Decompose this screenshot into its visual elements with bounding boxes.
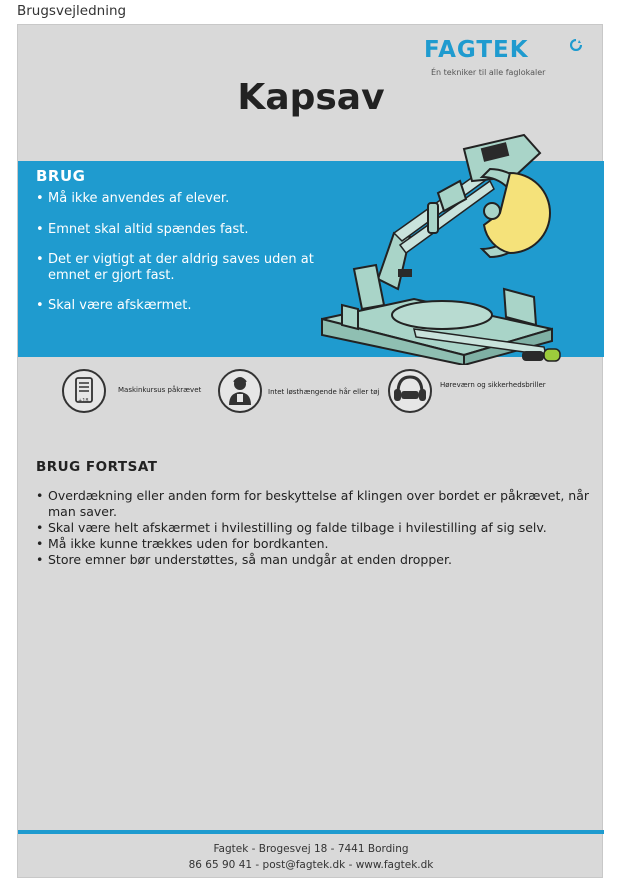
fagtek-logo — [424, 37, 584, 81]
list-item: • Skal være afskærmet. — [34, 298, 324, 314]
hair-clothing-icon — [218, 369, 262, 413]
brug-fortsat-list — [35, 488, 595, 568]
list-item: • Må ikke anvendes af elever. — [34, 191, 324, 207]
list-item: • Skal være helt afskærmet i hvilestilling og falde tilbage i hvilestilling af sig selv. — [35, 520, 595, 536]
list-item: • Det er vigtigt at der aldrig saves uden at emnet er gjort fast. — [34, 252, 324, 284]
age-badge: +18 — [78, 398, 89, 404]
miter-saw-illustration — [314, 129, 576, 365]
footer-address: Fagtek - Brogesvej 18 - 7441 Bording — [213, 843, 409, 855]
logo-brand: FAGTEK — [424, 37, 529, 63]
footer-divider — [18, 830, 604, 834]
icon-label: Høreværn og sikkerhedsbriller — [440, 381, 546, 389]
brug-fortsat-title: BRUG FORTSAT — [36, 459, 158, 475]
list-item: • Overdækning eller anden form for beskyttelse af klingen over bordet er påkrævet, når man saver. — [35, 488, 595, 520]
page-title: Kapsav — [237, 77, 385, 118]
safety-icons — [18, 369, 604, 421]
icon-label: Intet løsthængende hår eller tøj — [268, 388, 380, 396]
window-title: Brugsvejledning — [17, 3, 127, 19]
ear-eye-protection-icon — [388, 369, 432, 413]
list-item: • Må ikke kunne trækkes uden for bordkanten. — [35, 536, 595, 552]
logo-swirl-icon — [570, 39, 582, 51]
list-item: • Store emner bør understøttes, så man undgår at enden dropper. — [35, 552, 595, 568]
footer-contact: 86 65 90 41 - post@fagtek.dk - www.fagtek.dk — [188, 859, 434, 871]
brug-list — [34, 191, 324, 314]
icon-label: Maskinkursus påkrævet — [118, 386, 202, 394]
document-page — [17, 24, 603, 878]
list-item: • Emnet skal altid spændes fast. — [34, 222, 324, 238]
brug-title: BRUG — [36, 167, 86, 185]
window-titlebar — [0, 0, 620, 23]
logo-tagline: Én tekniker til alle faglokaler — [431, 68, 546, 77]
course-icon — [62, 369, 106, 413]
